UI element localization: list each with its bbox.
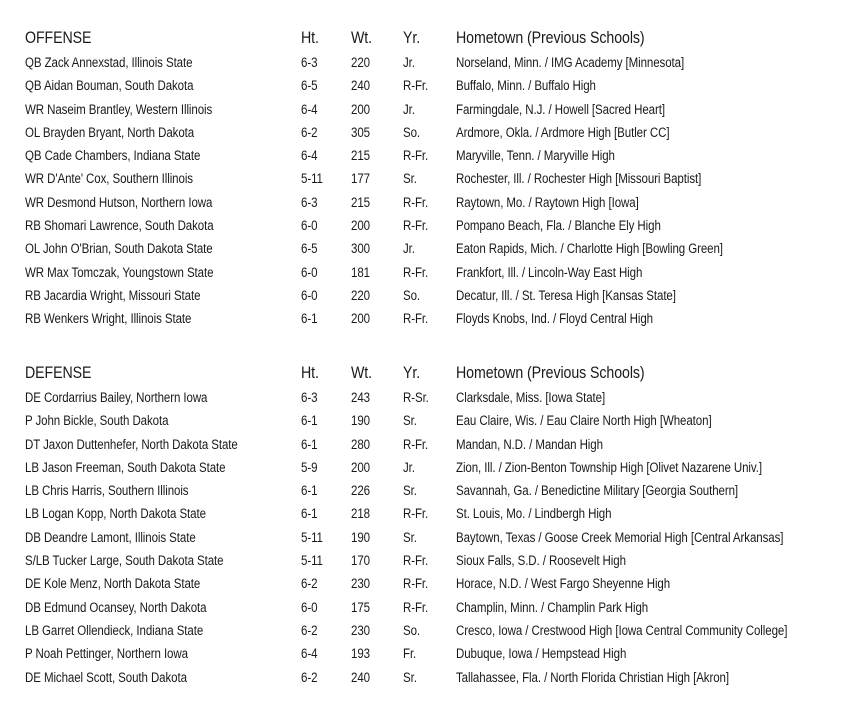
player-year: R-Fr.: [403, 553, 429, 569]
player-name: P John Bickle, South Dakota: [25, 413, 169, 429]
player-year: R-Fr.: [403, 78, 429, 94]
player-name: DE Kole Menz, North Dakota State: [25, 576, 201, 592]
player-height: 6-2: [301, 576, 318, 592]
player-height: 6-5: [301, 241, 318, 257]
player-hometown: Rochester, Ill. / Rochester High [Missouri Baptist]: [456, 171, 702, 187]
player-hometown: Dubuque, Iowa / Hempstead High: [456, 646, 627, 662]
player-name: LB Garret Ollendieck, Indiana State: [25, 622, 204, 638]
player-year: Jr.: [403, 241, 415, 257]
offense-section: [25, 26, 845, 331]
offense-ht-header: Ht.: [301, 29, 319, 47]
player-year: R-Fr.: [403, 218, 429, 234]
player-name: RB Jacardia Wright, Missouri State: [25, 287, 201, 303]
defense-player-row: [25, 479, 845, 502]
player-hometown: Eaton Rapids, Mich. / Charlotte High [Bowling Green]: [456, 241, 723, 257]
player-height: 6-2: [301, 124, 318, 140]
offense-wt-header: Wt.: [351, 29, 373, 47]
player-height: 6-0: [301, 287, 318, 303]
player-name: DE Michael Scott, South Dakota: [25, 669, 187, 685]
player-weight: 215: [351, 148, 370, 164]
player-weight: 300: [351, 241, 370, 257]
player-height: 6-0: [301, 264, 318, 280]
player-height: 6-0: [301, 599, 318, 615]
offense-player-row: [25, 144, 845, 167]
player-height: 6-5: [301, 78, 318, 94]
player-hometown: Baytown, Texas / Goose Creek Memorial High [Central Arkansas]: [456, 529, 784, 545]
player-year: Jr.: [403, 101, 415, 117]
player-name: LB Chris Harris, Southern Illinois: [25, 483, 189, 499]
player-weight: 220: [351, 287, 370, 303]
player-weight: 230: [351, 622, 370, 638]
defense-section: [25, 361, 845, 689]
player-year: Sr.: [403, 483, 417, 499]
player-year: R-Fr.: [403, 576, 429, 592]
player-height: 6-1: [301, 436, 318, 452]
player-weight: 226: [351, 483, 370, 499]
player-hometown: Horace, N.D. / West Fargo Sheyenne High: [456, 576, 671, 592]
offense-player-row: [25, 237, 845, 260]
player-name: RB Shomari Lawrence, South Dakota: [25, 218, 214, 234]
player-height: 6-4: [301, 646, 318, 662]
player-name: WR Desmond Hutson, Northern Iowa: [25, 194, 213, 210]
player-hometown: Buffalo, Minn. / Buffalo High: [456, 78, 596, 94]
offense-yr-header: Yr.: [403, 29, 421, 47]
defense-player-row: [25, 596, 845, 619]
player-hometown: Floyds Knobs, Ind. / Floyd Central High: [456, 311, 653, 327]
defense-hometown-header: Hometown (Previous Schools): [456, 364, 645, 382]
player-weight: 240: [351, 78, 370, 94]
player-year: R-Fr.: [403, 311, 429, 327]
player-hometown: Zion, Ill. / Zion-Benton Township High [Olivet Nazarene Univ.]: [456, 459, 762, 475]
player-year: Sr.: [403, 413, 417, 429]
player-hometown: Savannah, Ga. / Benedictine Military [Georgia Southern]: [456, 483, 739, 499]
player-height: 6-1: [301, 506, 318, 522]
player-name: DE Cordarrius Bailey, Northern Iowa: [25, 390, 208, 405]
player-weight: 243: [351, 390, 370, 405]
offense-player-row: [25, 167, 845, 190]
player-weight: 193: [351, 646, 370, 662]
defense-player-row: [25, 526, 845, 549]
player-weight: 200: [351, 459, 370, 475]
player-hometown: Farmingdale, N.J. / Howell [Sacred Heart]: [456, 101, 665, 117]
player-hometown: Ardmore, Okla. / Ardmore High [Butler CC]: [456, 124, 670, 140]
player-year: R-Sr.: [403, 390, 429, 405]
player-weight: 305: [351, 124, 370, 140]
player-height: 6-0: [301, 218, 318, 234]
player-name: LB Jason Freeman, South Dakota State: [25, 459, 226, 475]
player-name: S/LB Tucker Large, South Dakota State: [25, 553, 224, 569]
player-weight: 200: [351, 101, 370, 117]
player-height: 6-1: [301, 311, 318, 327]
player-hometown: Tallahassee, Fla. / North Florida Christian High [Akron]: [456, 669, 729, 685]
player-height: 6-4: [301, 101, 318, 117]
player-year: R-Fr.: [403, 436, 429, 452]
player-height: 6-3: [301, 55, 318, 70]
defense-ht-header: Ht.: [301, 364, 319, 382]
player-hometown: Clarksdale, Miss. [Iowa State]: [456, 390, 606, 405]
player-year: Fr.: [403, 646, 417, 662]
offense-player-row: [25, 307, 845, 330]
player-weight: 215: [351, 194, 370, 210]
player-height: 6-2: [301, 622, 318, 638]
player-weight: 200: [351, 218, 370, 234]
offense-player-row: [25, 121, 845, 144]
defense-wt-header: Wt.: [351, 364, 373, 382]
defense-player-row: [25, 456, 845, 479]
player-weight: 177: [351, 171, 370, 187]
player-weight: 218: [351, 506, 370, 522]
player-name: DB Edmund Ocansey, North Dakota: [25, 599, 207, 615]
player-hometown: Pompano Beach, Fla. / Blanche Ely High: [456, 218, 661, 234]
player-height: 5-11: [301, 171, 323, 187]
player-weight: 230: [351, 576, 370, 592]
player-year: R-Fr.: [403, 148, 429, 164]
player-name: RB Wenkers Wright, Illinois State: [25, 311, 192, 327]
player-hometown: Norseland, Minn. / IMG Academy [Minnesota]: [456, 55, 685, 70]
defense-player-row: [25, 386, 845, 409]
player-hometown: Maryville, Tenn. / Maryville High: [456, 148, 615, 164]
player-name: OL Brayden Bryant, North Dakota: [25, 124, 195, 140]
offense-player-row: [25, 261, 845, 284]
defense-player-row: [25, 409, 845, 432]
defense-header-row: [25, 361, 845, 386]
player-year: Sr.: [403, 669, 417, 685]
defense-player-row: [25, 666, 845, 689]
player-name: LB Logan Kopp, North Dakota State: [25, 506, 206, 522]
player-hometown: St. Louis, Mo. / Lindbergh High: [456, 506, 612, 522]
player-year: R-Fr.: [403, 506, 429, 522]
player-weight: 181: [351, 264, 370, 280]
offense-player-row: [25, 51, 845, 74]
player-weight: 175: [351, 599, 370, 615]
player-height: 6-3: [301, 194, 318, 210]
player-hometown: Decatur, Ill. / St. Teresa High [Kansas State]: [456, 287, 676, 303]
defense-player-row: [25, 619, 845, 642]
player-year: So.: [403, 287, 421, 303]
player-hometown: Mandan, N.D. / Mandan High: [456, 436, 603, 452]
player-name: DT Jaxon Duttenhefer, North Dakota State: [25, 436, 238, 452]
player-weight: 200: [351, 311, 370, 327]
offense-player-list: [25, 51, 845, 331]
player-name: DB Deandre Lamont, Illinois State: [25, 529, 196, 545]
player-name: QB Zack Annexstad, Illinois State: [25, 55, 193, 70]
player-name: WR Naseim Brantley, Western Illinois: [25, 101, 213, 117]
offense-player-row: [25, 214, 845, 237]
player-weight: 220: [351, 55, 370, 70]
offense-hometown-header: Hometown (Previous Schools): [456, 29, 645, 47]
player-weight: 240: [351, 669, 370, 685]
defense-yr-header: Yr.: [403, 364, 421, 382]
player-year: R-Fr.: [403, 599, 429, 615]
offense-header-row: [25, 26, 845, 51]
player-height: 6-1: [301, 413, 318, 429]
player-hometown: Champlin, Minn. / Champlin Park High: [456, 599, 649, 615]
player-name: OL John O'Brian, South Dakota State: [25, 241, 213, 257]
defense-player-list: [25, 386, 845, 689]
offense-player-row: [25, 284, 845, 307]
player-hometown: Sioux Falls, S.D. / Roosevelt High: [456, 553, 626, 569]
player-hometown: Eau Claire, Wis. / Eau Claire North High [Wheaton]: [456, 413, 712, 429]
player-hometown: Frankfort, Ill. / Lincoln-Way East High: [456, 264, 643, 280]
offense-player-row: [25, 74, 845, 97]
player-year: Jr.: [403, 459, 415, 475]
offense-title: OFFENSE: [25, 29, 92, 47]
player-name: WR Max Tomczak, Youngstown State: [25, 264, 214, 280]
offense-player-row: [25, 98, 845, 121]
defense-title: DEFENSE: [25, 364, 92, 382]
player-height: 5-11: [301, 529, 323, 545]
player-height: 6-4: [301, 148, 318, 164]
player-weight: 170: [351, 553, 370, 569]
offense-player-row: [25, 191, 845, 214]
player-year: So.: [403, 622, 421, 638]
defense-player-row: [25, 502, 845, 525]
player-hometown: Raytown, Mo. / Raytown High [Iowa]: [456, 194, 639, 210]
player-hometown: Cresco, Iowa / Crestwood High [Iowa Central Community College]: [456, 622, 788, 638]
defense-player-row: [25, 642, 845, 665]
player-weight: 280: [351, 436, 370, 452]
player-name: P Noah Pettinger, Northern Iowa: [25, 646, 188, 662]
player-height: 5-9: [301, 459, 318, 475]
player-year: R-Fr.: [403, 264, 429, 280]
player-weight: 190: [351, 529, 370, 545]
defense-player-row: [25, 572, 845, 595]
player-year: Sr.: [403, 529, 417, 545]
player-year: R-Fr.: [403, 194, 429, 210]
defense-player-row: [25, 433, 845, 456]
player-height: 6-1: [301, 483, 318, 499]
player-year: Jr.: [403, 55, 415, 70]
player-weight: 190: [351, 413, 370, 429]
player-height: 5-11: [301, 553, 323, 569]
player-name: WR D'Ante' Cox, Southern Illinois: [25, 171, 193, 187]
player-height: 6-3: [301, 390, 318, 405]
player-name: QB Cade Chambers, Indiana State: [25, 148, 201, 164]
player-year: So.: [403, 124, 421, 140]
player-year: Sr.: [403, 171, 417, 187]
player-name: QB Aidan Bouman, South Dakota: [25, 78, 194, 94]
player-height: 6-2: [301, 669, 318, 685]
defense-player-row: [25, 549, 845, 572]
